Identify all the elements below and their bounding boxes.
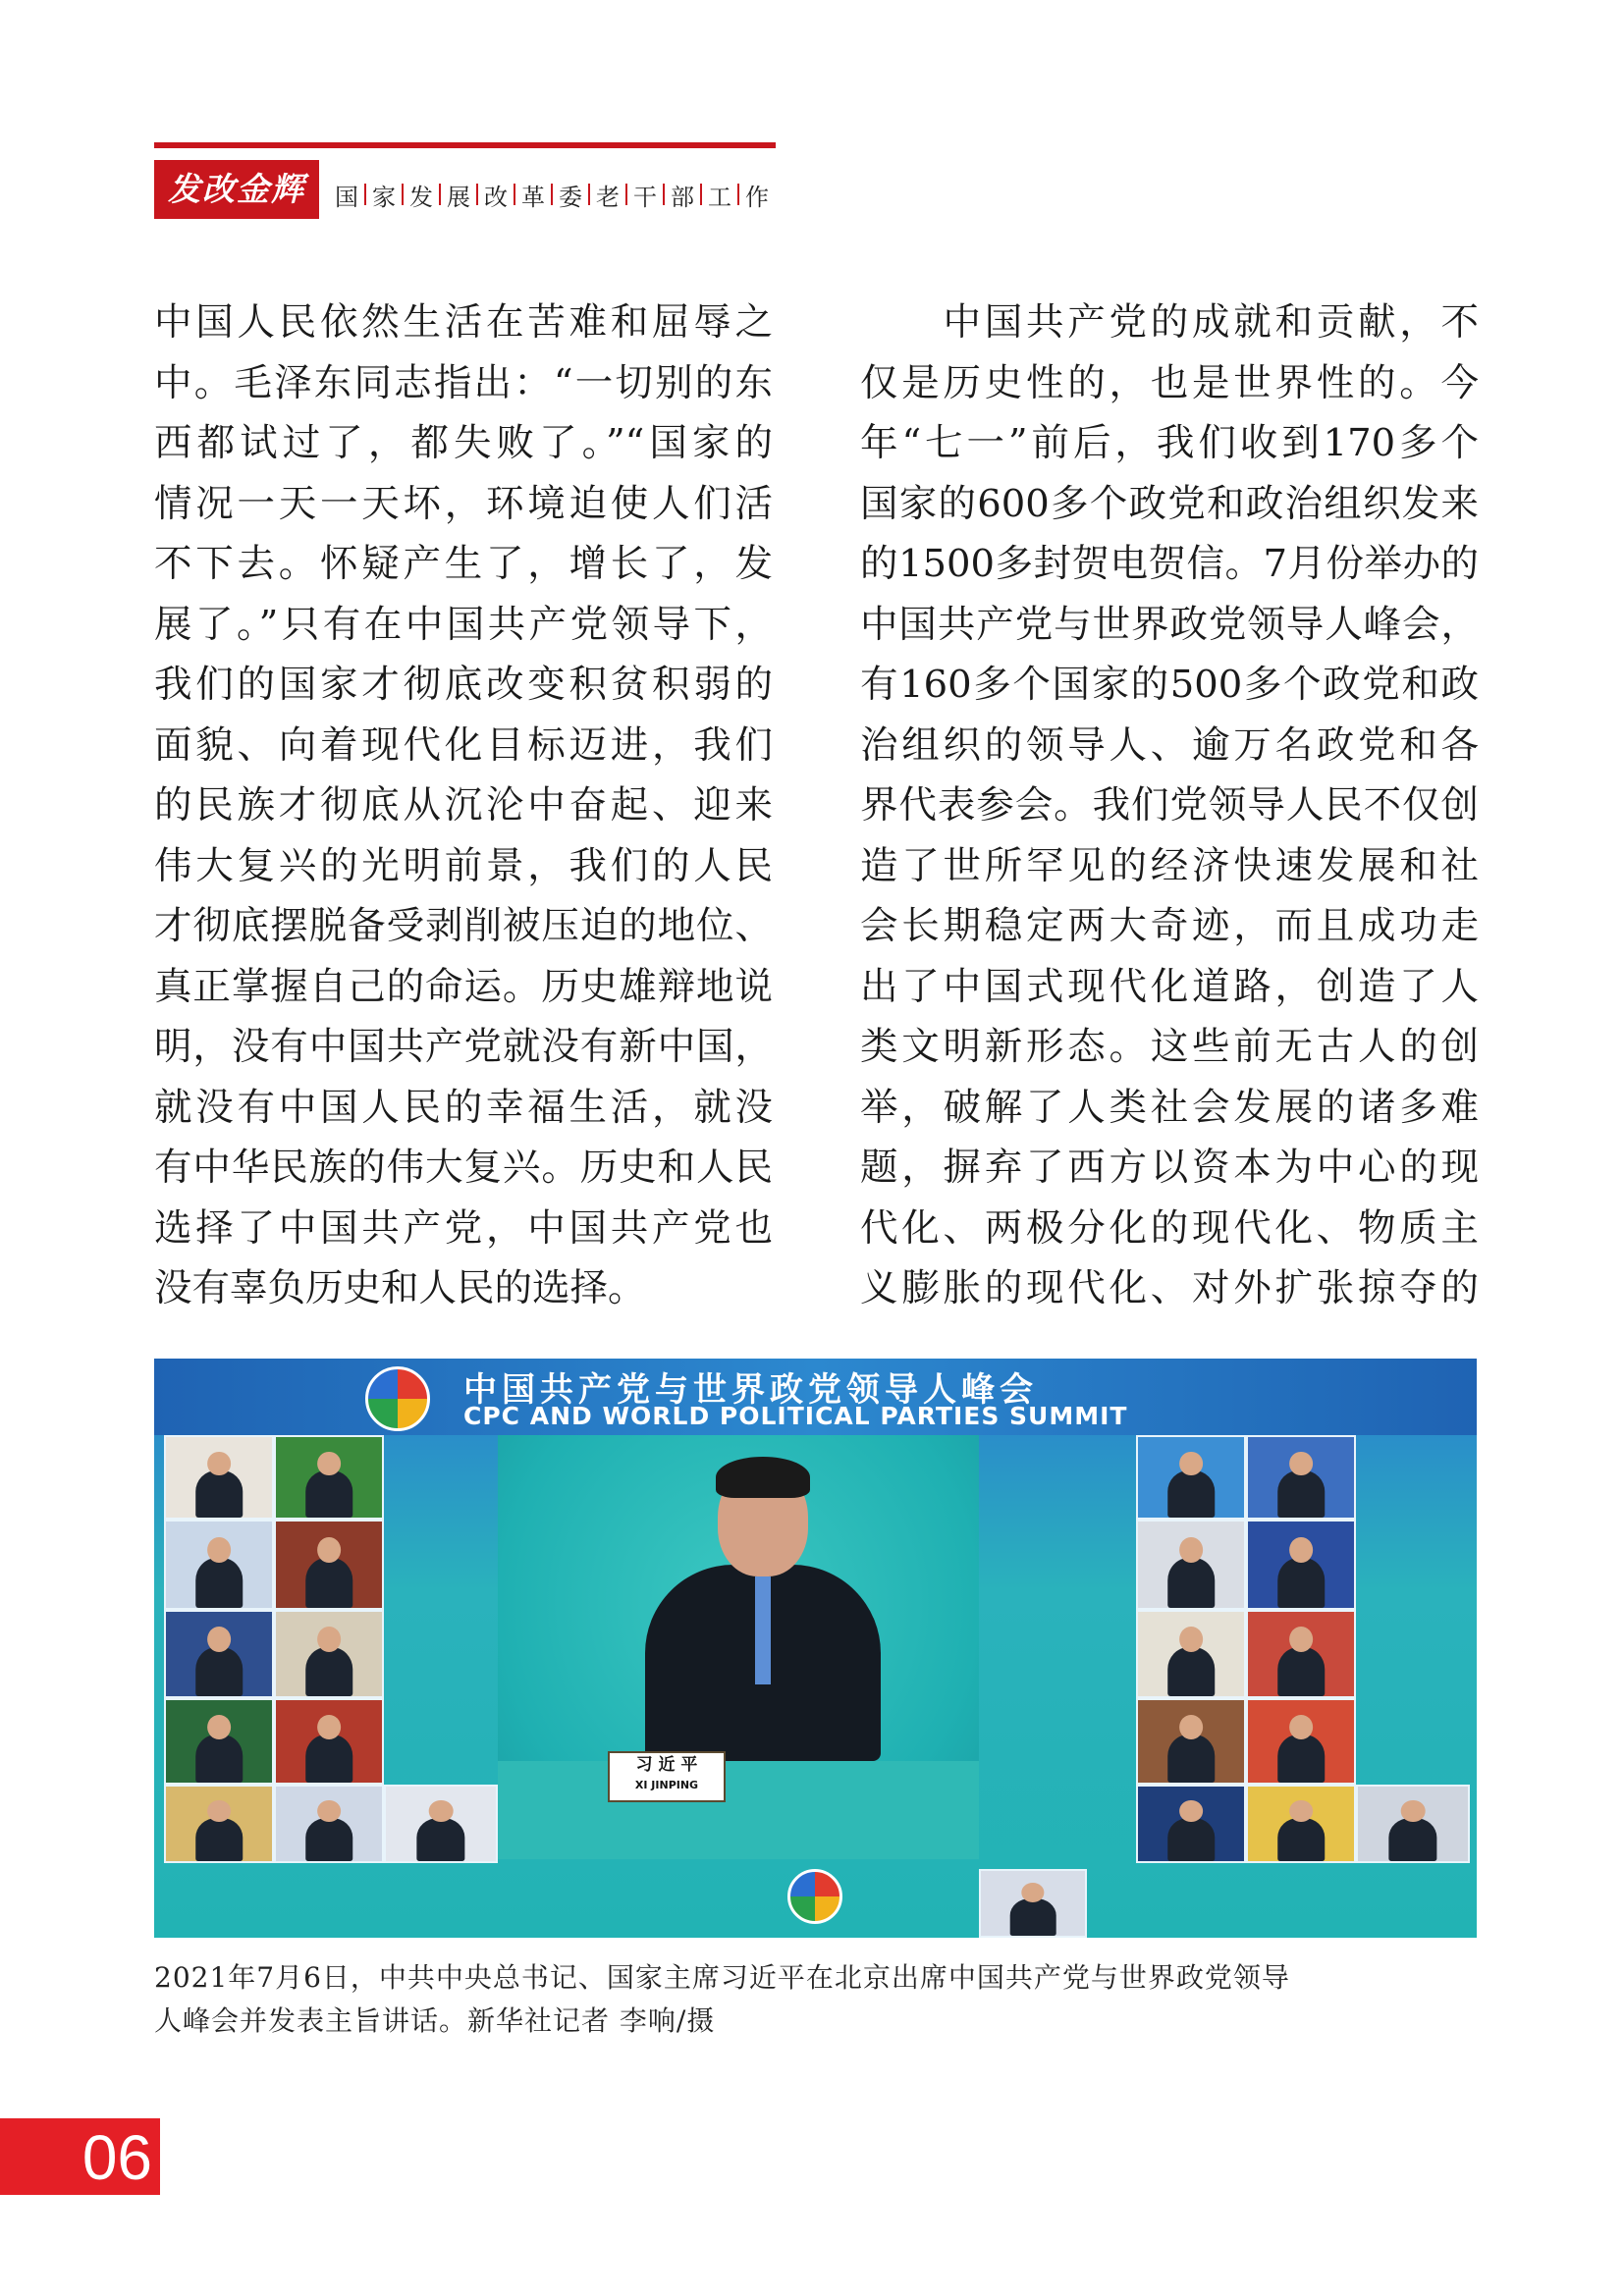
- article-line: 的1500多封贺电贺信。7月份举办的: [860, 542, 1479, 586]
- article-line: 不下去。怀疑产生了，增长了，发: [154, 542, 773, 586]
- article-line: 仅是历史性的，也是世界性的。今: [860, 360, 1479, 405]
- header-subtitle-char: 改: [484, 183, 508, 211]
- article-line: 的民族才彻底从沉沦中奋起、迎来: [154, 783, 773, 828]
- summit-photo: [154, 1359, 1477, 1938]
- header-subtitle-separator: [588, 184, 590, 205]
- header-subtitle-char: 发: [409, 183, 433, 211]
- article-line: 义膨胀的现代化、对外扩张掠夺的: [860, 1266, 1479, 1310]
- header-rule: [154, 142, 776, 148]
- photo-caption: [154, 1956, 1480, 2043]
- article-line: 代化、两极分化的现代化、物质主: [860, 1205, 1479, 1251]
- article-line: 明，没有中国共产党就没有新中国，: [154, 1025, 773, 1069]
- video-tile: [274, 1520, 384, 1610]
- video-tile: [164, 1785, 274, 1863]
- video-tile: [1356, 1785, 1470, 1863]
- video-tile: [274, 1785, 384, 1863]
- video-tile: [164, 1435, 274, 1520]
- article-line: 题，摒弃了西方以资本为中心的现: [860, 1146, 1479, 1190]
- speaker-tie: [755, 1576, 771, 1684]
- header-subtitle-separator: [551, 184, 553, 205]
- article-line: 没有辜负历史和人民的选择。: [154, 1266, 646, 1310]
- header-subtitle-char: 老: [596, 183, 620, 211]
- video-tile: [384, 1785, 498, 1863]
- video-tile: [274, 1435, 384, 1520]
- header-subtitle-char: 委: [559, 183, 582, 211]
- header-subtitle-char: 展: [447, 183, 470, 211]
- video-tile: [164, 1520, 274, 1610]
- header-subtitle-separator: [476, 184, 478, 205]
- video-tile: [1136, 1520, 1246, 1610]
- header-subtitle-char: 部: [671, 183, 694, 211]
- summit-logo-small-icon: [787, 1869, 842, 1924]
- article-line: 会长期稳定两大奇迹，而且成功走: [860, 904, 1479, 948]
- video-tile: [1136, 1435, 1246, 1520]
- article-line: 中国人民依然生活在苦难和屈辱之: [154, 300, 773, 345]
- article-line: 治组织的领导人、逾万名政党和各: [860, 722, 1479, 768]
- article-line: 举，破解了人类社会发展的诸多难: [860, 1085, 1479, 1130]
- header-subtitle-char: 家: [372, 183, 396, 211]
- speaker-desk: [498, 1761, 979, 1859]
- banner-title-cn: 中国共产党与世界政党领导人峰会: [463, 1370, 1038, 1410]
- header-subtitle-separator: [514, 184, 515, 205]
- video-tile: [1136, 1698, 1246, 1785]
- caption-line-2: 人峰会并发表主旨讲话。新华社记者 李响/摄: [154, 2004, 716, 2037]
- header-subtitle: [332, 175, 772, 214]
- article-left-column: [154, 293, 773, 1319]
- header-subtitle-char: 干: [633, 183, 657, 211]
- video-tile: [1246, 1785, 1356, 1863]
- speaker-nameplate: [608, 1751, 726, 1802]
- article-line: 界代表参会。我们党领导人民不仅创: [860, 783, 1479, 828]
- article-line: 真正掌握自己的命运。历史雄辩地说: [154, 964, 773, 1009]
- header-subtitle-char: 作: [745, 183, 769, 211]
- header-subtitle-separator: [700, 184, 702, 205]
- header-subtitle-separator: [402, 184, 404, 205]
- video-tile: [979, 1869, 1087, 1938]
- header-logo: 发改金辉: [154, 160, 319, 219]
- header-subtitle-char: 国: [335, 183, 358, 211]
- video-tile: [1136, 1785, 1246, 1863]
- article-line: 中国共产党的成就和贡献，不: [860, 300, 1479, 345]
- video-tile: [164, 1698, 274, 1785]
- article-line: 才彻底摆脱备受剥削被压迫的地位、: [154, 904, 773, 948]
- article-line: 有中华民族的伟大复兴。历史和人民: [154, 1146, 773, 1190]
- article-line: 类文明新形态。这些前无古人的创: [860, 1025, 1479, 1069]
- article-line: 国家的600多个政党和政治组织发来: [860, 481, 1479, 526]
- nameplate-cn: 习 近 平: [635, 1755, 698, 1775]
- video-tile: [1136, 1610, 1246, 1698]
- article-line: 就没有中国人民的幸福生活，就没: [154, 1085, 773, 1130]
- header-subtitle-separator: [439, 184, 441, 205]
- header-subtitle-char: 工: [708, 183, 731, 211]
- video-tile: [1246, 1520, 1356, 1610]
- nameplate-en: XI JINPING: [634, 1779, 699, 1791]
- caption-line-1: 2021年7月6日，中共中央总书记、国家主席习近平在北京出席中国共产党与世界政党领导: [154, 1961, 1290, 1994]
- article-line: 情况一天一天坏，环境迫使人们活: [154, 481, 773, 526]
- article-line: 选择了中国共产党，中国共产党也: [154, 1205, 773, 1251]
- video-tile: [164, 1610, 274, 1698]
- article-line: 我们的国家才彻底改变积贫积弱的: [154, 663, 773, 707]
- page-number: 06: [0, 2118, 160, 2195]
- article-right-column: [860, 293, 1479, 1319]
- article-line: 有160多个国家的500多个政党和政: [860, 663, 1479, 707]
- header-subtitle-char: 革: [521, 183, 545, 211]
- video-tile: [274, 1610, 384, 1698]
- article-line: 西都试过了，都失败了。”“国家的: [154, 421, 773, 465]
- article-line: 面貌、向着现代化目标迈进，我们: [154, 722, 773, 768]
- article-line: 造了世所罕见的经济快速发展和社: [860, 843, 1479, 888]
- video-tile: [1246, 1435, 1356, 1520]
- header-subtitle-separator: [663, 184, 665, 205]
- article-line: 年“七一”前后，我们收到170多个: [860, 421, 1479, 465]
- article-line: 展了。”只有在中国共产党领导下，: [154, 602, 773, 647]
- video-tile: [1246, 1610, 1356, 1698]
- header-subtitle-separator: [625, 184, 627, 205]
- header-subtitle-separator: [737, 184, 739, 205]
- photo-banner: [154, 1359, 1477, 1435]
- banner-title-en: CPC AND WORLD POLITICAL PARTIES SUMMIT: [463, 1402, 1128, 1430]
- video-tile: [274, 1698, 384, 1785]
- video-tile: [1246, 1698, 1356, 1785]
- article-line: 中。毛泽东同志指出：“一切别的东: [154, 360, 773, 405]
- article-line: 出了中国式现代化道路，创造了人: [860, 964, 1479, 1009]
- speaker-hair: [716, 1457, 810, 1498]
- summit-logo-icon: [365, 1366, 430, 1431]
- article-line: 伟大复兴的光明前景，我们的人民: [154, 843, 773, 888]
- article-line: 中国共产党与世界政党领导人峰会，: [860, 602, 1479, 647]
- header-subtitle-separator: [364, 184, 366, 205]
